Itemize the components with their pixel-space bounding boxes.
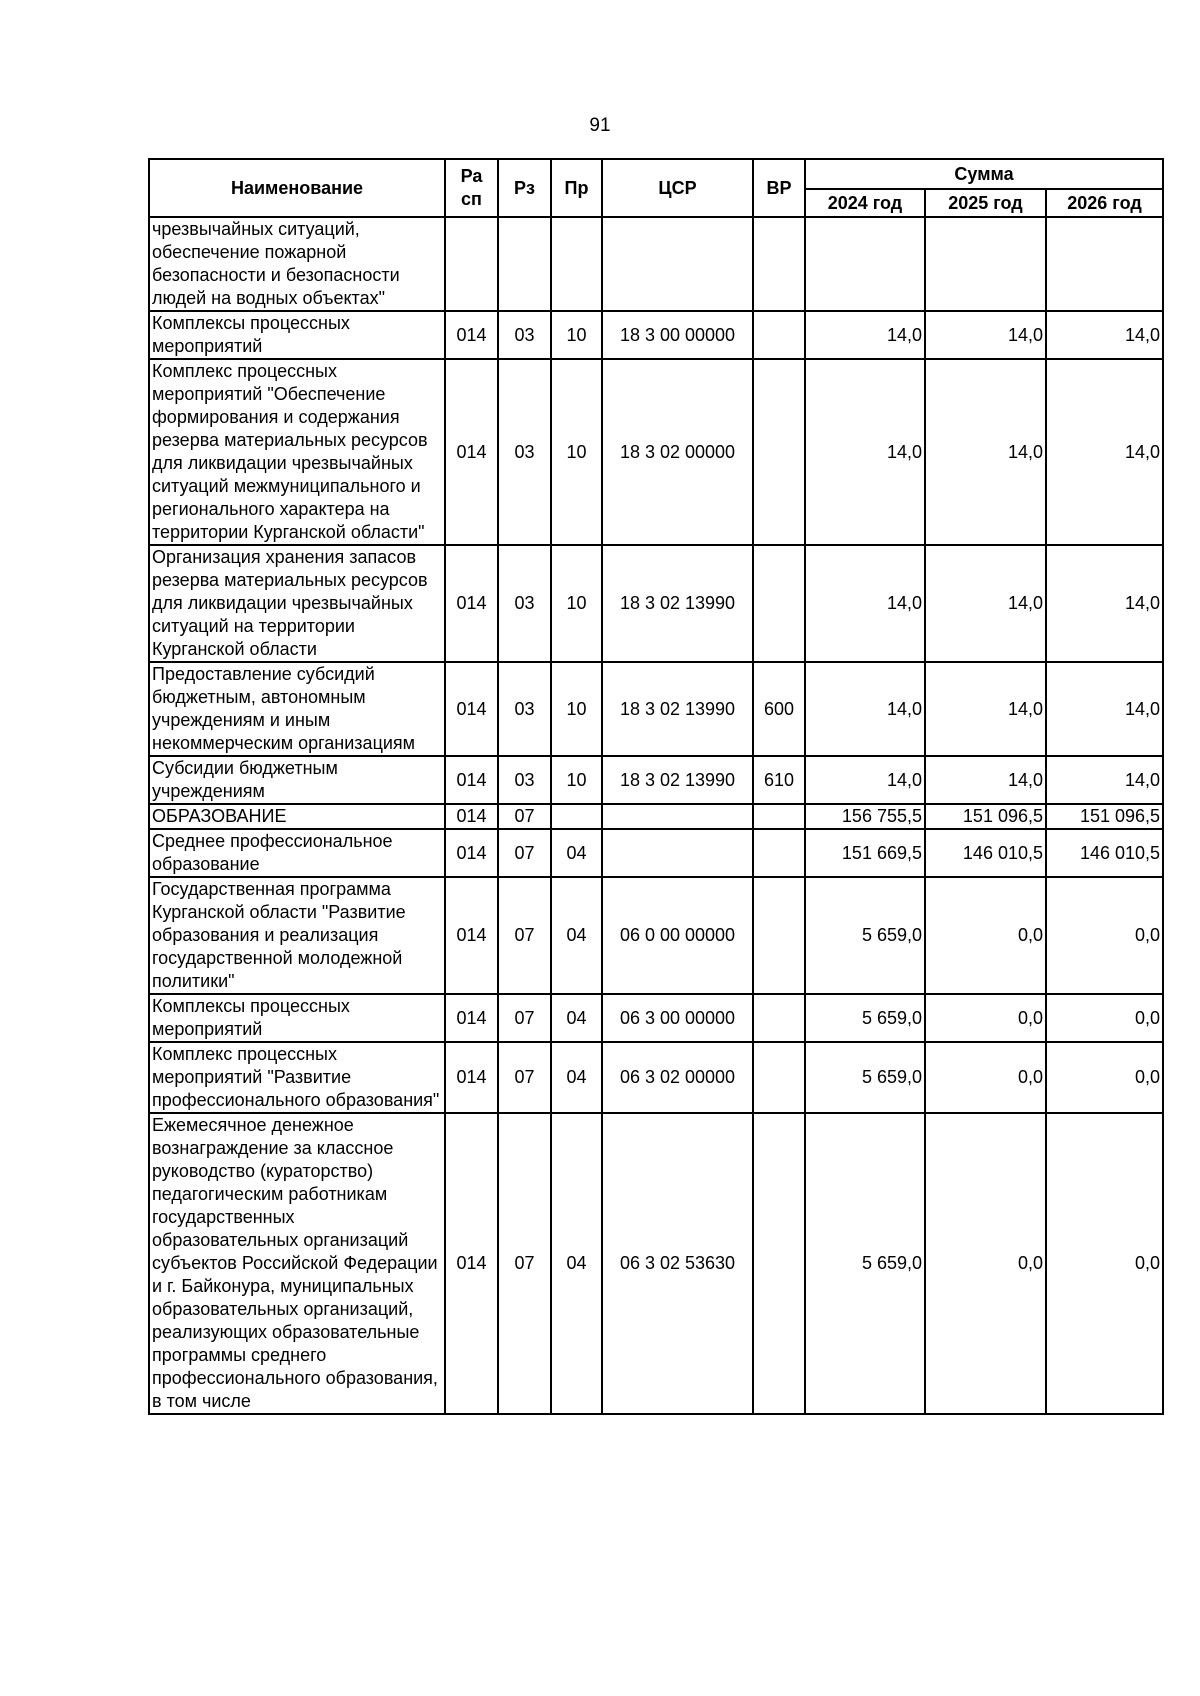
row-rz: 07 — [498, 994, 551, 1042]
table-row — [149, 545, 1163, 662]
header-name: Наименование — [149, 159, 445, 217]
row-vr: 610 — [753, 756, 805, 804]
row-name: Организация хранения запасов резерва материальных ресурсов для ликвидации чрезвычайных ситуаций на территории Курганской области — [149, 545, 445, 662]
table-row — [149, 829, 1163, 877]
row-sum-2026: 0,0 — [1046, 877, 1163, 994]
row-sum-2026: 0,0 — [1046, 1113, 1163, 1414]
row-pr — [551, 804, 602, 829]
row-rz — [498, 217, 551, 311]
row-sum-2024: 156 755,5 — [805, 804, 925, 829]
row-name: ОБРАЗОВАНИЕ — [149, 804, 445, 829]
table-row — [149, 359, 1163, 545]
header-sum: Сумма — [805, 159, 1163, 189]
row-rz: 07 — [498, 1113, 551, 1414]
row-sum-2025 — [925, 217, 1046, 311]
row-sum-2024: 5 659,0 — [805, 1113, 925, 1414]
row-rz: 03 — [498, 545, 551, 662]
row-vr — [753, 877, 805, 994]
row-csr: 18 3 00 00000 — [602, 311, 753, 359]
row-pr: 10 — [551, 756, 602, 804]
row-pr: 10 — [551, 311, 602, 359]
table-row — [149, 1042, 1163, 1113]
row-sum-2025: 151 096,5 — [925, 804, 1046, 829]
row-sum-2026: 14,0 — [1046, 756, 1163, 804]
row-pr: 10 — [551, 662, 602, 756]
row-sum-2025: 14,0 — [925, 545, 1046, 662]
row-sum-2024: 14,0 — [805, 311, 925, 359]
header-rz: Рз — [498, 159, 551, 217]
row-name: Комплекс процессных мероприятий "Обеспечение формирования и содержания резерва материальных ресурсов для ликвидации чрезвычайных ситуаций межмуниципального и регионального характера на территории Курганской области" — [149, 359, 445, 545]
row-vr — [753, 994, 805, 1042]
header-pr: Пр — [551, 159, 602, 217]
row-rasp: 014 — [445, 662, 498, 756]
header-year-2026: 2026 год — [1046, 189, 1163, 217]
row-sum-2024: 5 659,0 — [805, 877, 925, 994]
row-rz: 03 — [498, 359, 551, 545]
row-rasp: 014 — [445, 545, 498, 662]
row-csr: 18 3 02 13990 — [602, 756, 753, 804]
row-rz: 07 — [498, 877, 551, 994]
row-vr — [753, 829, 805, 877]
row-sum-2026: 146 010,5 — [1046, 829, 1163, 877]
row-sum-2025: 14,0 — [925, 662, 1046, 756]
table-row — [149, 311, 1163, 359]
row-csr: 06 3 00 00000 — [602, 994, 753, 1042]
row-csr — [602, 217, 753, 311]
row-rz: 07 — [498, 804, 551, 829]
row-pr — [551, 217, 602, 311]
row-pr: 10 — [551, 359, 602, 545]
header-year-2024: 2024 год — [805, 189, 925, 217]
row-rz: 07 — [498, 829, 551, 877]
row-sum-2024: 14,0 — [805, 545, 925, 662]
row-vr — [753, 1113, 805, 1414]
row-sum-2024: 14,0 — [805, 756, 925, 804]
row-sum-2025: 14,0 — [925, 311, 1046, 359]
row-sum-2026: 14,0 — [1046, 662, 1163, 756]
row-csr: 18 3 02 00000 — [602, 359, 753, 545]
row-sum-2024: 14,0 — [805, 662, 925, 756]
row-sum-2025: 0,0 — [925, 1113, 1046, 1414]
header-csr: ЦСР — [602, 159, 753, 217]
table-row — [149, 756, 1163, 804]
header-year-2025: 2025 год — [925, 189, 1046, 217]
row-sum-2024 — [805, 217, 925, 311]
row-rasp: 014 — [445, 359, 498, 545]
header-rasp: Ра сп — [445, 159, 498, 217]
row-vr: 600 — [753, 662, 805, 756]
row-vr — [753, 804, 805, 829]
table-row — [149, 217, 1163, 311]
row-sum-2026: 0,0 — [1046, 994, 1163, 1042]
row-vr — [753, 359, 805, 545]
row-sum-2024: 151 669,5 — [805, 829, 925, 877]
row-name: Предоставление субсидий бюджетным, автономным учреждениям и иным некоммерческим организациям — [149, 662, 445, 756]
budget-table — [148, 158, 1164, 1415]
row-sum-2026: 14,0 — [1046, 311, 1163, 359]
table-row — [149, 804, 1163, 829]
row-csr: 06 3 02 53630 — [602, 1113, 753, 1414]
row-sum-2026: 151 096,5 — [1046, 804, 1163, 829]
row-sum-2024: 5 659,0 — [805, 1042, 925, 1113]
row-vr — [753, 545, 805, 662]
row-rasp: 014 — [445, 311, 498, 359]
row-sum-2026: 14,0 — [1046, 545, 1163, 662]
table-row — [149, 994, 1163, 1042]
header-vr: ВР — [753, 159, 805, 217]
row-sum-2025: 146 010,5 — [925, 829, 1046, 877]
row-rz: 07 — [498, 1042, 551, 1113]
row-sum-2025: 0,0 — [925, 1042, 1046, 1113]
row-sum-2026: 0,0 — [1046, 1042, 1163, 1113]
row-rasp: 014 — [445, 1113, 498, 1414]
row-sum-2024: 5 659,0 — [805, 994, 925, 1042]
row-csr — [602, 829, 753, 877]
row-pr: 04 — [551, 1113, 602, 1414]
row-csr: 06 3 02 00000 — [602, 1042, 753, 1113]
row-name: чрезвычайных ситуаций, обеспечение пожарной безопасности и безопасности людей на водных объектах" — [149, 217, 445, 311]
row-name: Комплексы процессных мероприятий — [149, 311, 445, 359]
row-pr: 04 — [551, 994, 602, 1042]
row-vr — [753, 217, 805, 311]
row-rasp: 014 — [445, 994, 498, 1042]
row-name: Комплекс процессных мероприятий "Развитие профессионального образования" — [149, 1042, 445, 1113]
row-csr — [602, 804, 753, 829]
row-sum-2026 — [1046, 217, 1163, 311]
row-sum-2026: 14,0 — [1046, 359, 1163, 545]
row-rasp: 014 — [445, 1042, 498, 1113]
row-name: Субсидии бюджетным учреждениям — [149, 756, 445, 804]
row-rz: 03 — [498, 662, 551, 756]
row-vr — [753, 311, 805, 359]
page-number: 91 — [589, 115, 611, 136]
row-csr: 06 0 00 00000 — [602, 877, 753, 994]
row-pr: 10 — [551, 545, 602, 662]
row-sum-2025: 0,0 — [925, 877, 1046, 994]
header-row — [149, 159, 1163, 189]
row-rasp: 014 — [445, 829, 498, 877]
row-vr — [753, 1042, 805, 1113]
table-row — [149, 877, 1163, 994]
table-row — [149, 662, 1163, 756]
row-pr: 04 — [551, 829, 602, 877]
row-rz: 03 — [498, 311, 551, 359]
row-rasp: 014 — [445, 877, 498, 994]
row-pr: 04 — [551, 1042, 602, 1113]
row-sum-2025: 0,0 — [925, 994, 1046, 1042]
row-rasp: 014 — [445, 756, 498, 804]
row-sum-2025: 14,0 — [925, 756, 1046, 804]
row-sum-2024: 14,0 — [805, 359, 925, 545]
row-pr: 04 — [551, 877, 602, 994]
row-name: Ежемесячное денежное вознаграждение за классное руководство (кураторство) педагогическим работникам государственных образовательных организаций субъектов Российской Федерации и г. Байконура, муниципальных образовательных организаций, реализующих образовательные программы среднего профессионального образования, в том числе — [149, 1113, 445, 1414]
row-csr: 18 3 02 13990 — [602, 545, 753, 662]
row-rz: 03 — [498, 756, 551, 804]
row-sum-2025: 14,0 — [925, 359, 1046, 545]
row-name: Государственная программа Курганской области "Развитие образования и реализация государственной молодежной политики" — [149, 877, 445, 994]
row-rasp — [445, 217, 498, 311]
table-row — [149, 1113, 1163, 1414]
row-rasp: 014 — [445, 804, 498, 829]
row-name: Среднее профессиональное образование — [149, 829, 445, 877]
row-csr: 18 3 02 13990 — [602, 662, 753, 756]
row-name: Комплексы процессных мероприятий — [149, 994, 445, 1042]
